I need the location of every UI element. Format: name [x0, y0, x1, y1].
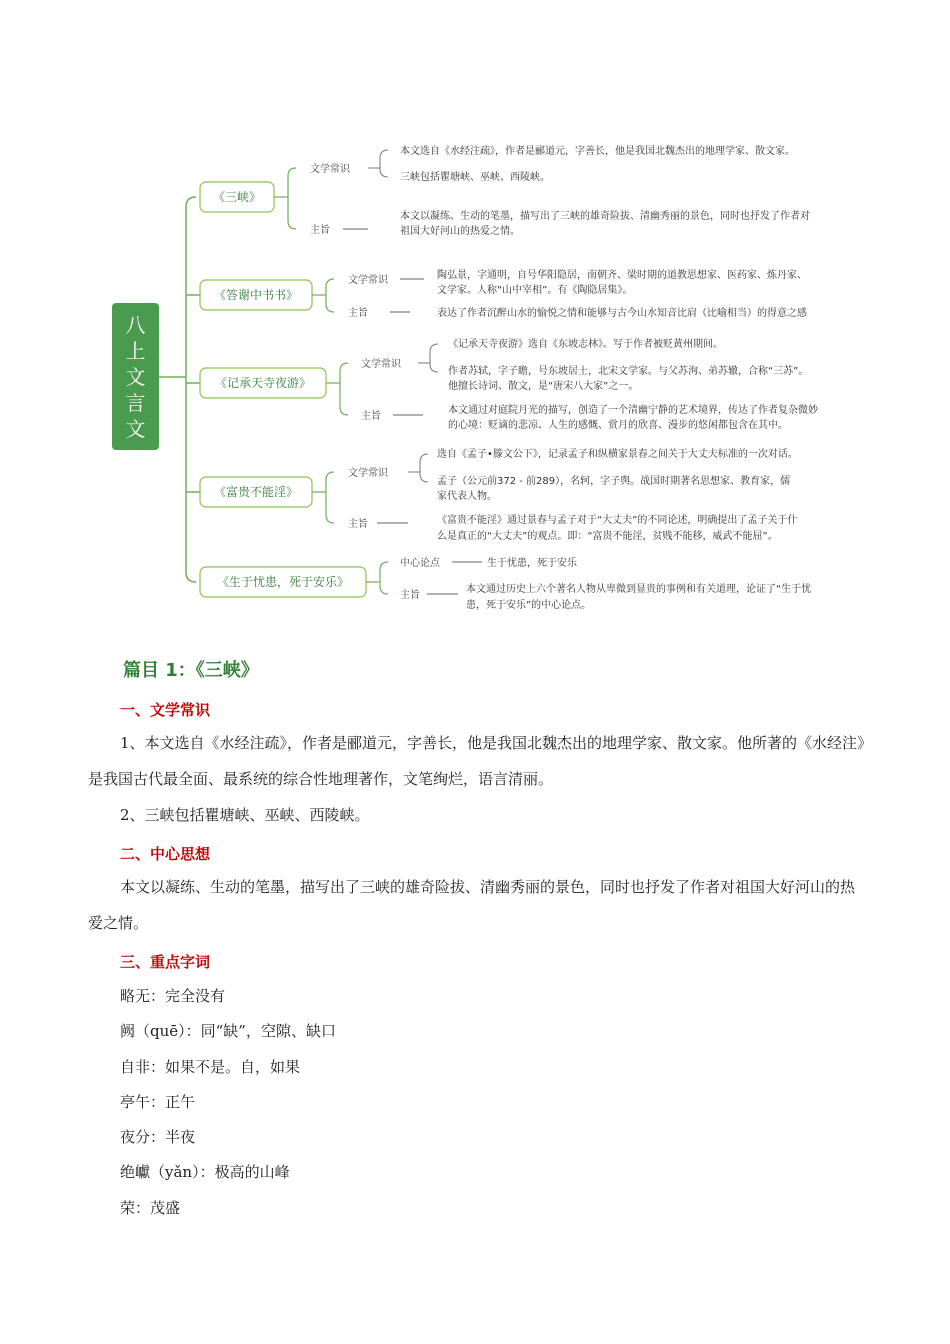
root-char: 文 [125, 417, 146, 441]
branch-title: 《富贵不能淫》 [213, 485, 299, 499]
branch-title: 《生于忧患，死于安乐》 [216, 575, 350, 589]
sub-label: 文学常识 [310, 164, 350, 175]
word-item: 荣：茂盛 [120, 1199, 181, 1217]
detail-text: 作者苏轼，字子瞻，号东坡居士，北宋文学家。与父苏洵、弟苏辙，合称“三苏”。 [448, 366, 809, 377]
word-item: 亭午：正午 [120, 1093, 196, 1111]
detail-text: 么是真正的“大丈夫”的观点。即：“富贵不能淫，贫贱不能移，威武不能屈”。 [437, 531, 778, 542]
detail-text: 他擅长诗词、散文，是“唐宋八大家”之一。 [448, 381, 639, 392]
mind-map [0, 0, 950, 620]
word-item: 夜分：半夜 [120, 1128, 196, 1146]
detail-text: 本文通过历史上六个著名人物从卑微到显贵的事例和有关道理，论证了“生于忧 [466, 584, 812, 595]
detail-text: 《富贵不能淫》通过景春与孟子对于“大丈夫”的不同论述，明确提出了孟子关于什 [437, 515, 798, 526]
detail-text: 家代表人物。 [437, 491, 497, 502]
detail-text: 本文选自《水经注疏》，作者是郦道元，字善长，他是我国北魏杰出的地理学家、散文家。 [400, 146, 795, 157]
connector [420, 454, 428, 482]
detail-text: 孟子（公元前372 - 前289），名轲，字子舆。战国时期著名思想家、教育家，儒 [437, 476, 791, 487]
heading-words: 三、重点字词 [120, 953, 211, 971]
sub-label: 主旨 [361, 411, 381, 422]
connector [380, 562, 388, 594]
connector [288, 168, 296, 229]
connector [186, 197, 196, 207]
sub-label: 主旨 [310, 225, 330, 236]
detail-text: 的心境：贬谪的悲凉、人生的感慨、赏月的欣喜、漫步的悠闲都包含在其中。 [448, 420, 788, 431]
paragraph-2: 2、三峡包括瞿塘峡、巫峡、西陵峡。 [120, 806, 370, 824]
section-title: 篇目 1：《三峡》 [123, 660, 259, 681]
sub-label: 中心论点 [400, 558, 440, 569]
root-char: 上 [125, 339, 146, 363]
branch-title: 《三峡》 [212, 190, 262, 204]
detail-text: 文学家。人称“山中宰相”。有《陶隐居集》。 [437, 285, 633, 296]
sub-label: 文学常识 [348, 275, 388, 286]
sub-label: 主旨 [400, 590, 420, 601]
branch-title: 《记承天寺夜游》 [214, 376, 312, 390]
connector [340, 363, 348, 415]
detail-text: 三峡包括瞿塘峡、巫峡、西陵峡。 [400, 172, 550, 183]
sub-label: 文学常识 [361, 359, 401, 370]
root-char: 八 [125, 313, 146, 337]
connector [186, 572, 196, 582]
word-item: 略无：完全没有 [120, 987, 226, 1005]
word-item: 绝巘（yǎn）：极高的山峰 [120, 1163, 290, 1181]
sub-label: 主旨 [348, 308, 368, 319]
detail-text: 患，死于安乐”的中心论点。 [466, 600, 592, 611]
paragraph-1: 1、本文选自《水经注疏》，作者是郦道元，字善长，他是我国北魏杰出的地理学家、散文家。他所著的《水经注》是我国古代最全面、最系统的综合性地理著作，文笔绚烂，语言清丽。 [88, 734, 865, 788]
detail-text: 选自《孟子•滕文公下》，记录孟子和纵横家景春之间关于大丈夫标准的一次对话。 [437, 449, 798, 460]
heading-theme: 二、中心思想 [120, 845, 211, 863]
word-item: 自非：如果不是。自，如果 [120, 1058, 301, 1076]
sub-label: 文学常识 [348, 468, 388, 479]
detail-text: 《记承天寺夜游》选自《东坡志林》。写于作者被贬黄州期间。 [448, 339, 723, 350]
paragraph-3: 本文以凝练、生动的笔墨，描写出了三峡的雄奇险拔、清幽秀丽的景色，同时也抒发了作者对祖国大好河山的热爱之情。 [88, 878, 856, 932]
word-item: 阙（quē）：同“缺”，空隙、缺口 [120, 1022, 336, 1040]
detail-text: 本文通过对庭院月光的描写，创造了一个清幽宁静的艺术境界，传达了作者复杂微妙 [448, 405, 818, 416]
heading-literature: 一、文学常识 [120, 701, 211, 719]
detail-text: 本文以凝练、生动的笔墨，描写出了三峡的雄奇险拔、清幽秀丽的景色，同时也抒发了作者对 [400, 211, 810, 222]
detail-text: 表达了作者沉醉山水的愉悦之情和能够与古今山水知音比肩（比喻相当）的得意之感 [437, 308, 807, 319]
sub-label: 主旨 [348, 519, 368, 530]
detail-text: 祖国大好河山的热爱之情。 [400, 226, 520, 237]
connector [326, 472, 334, 523]
root-char: 言 [125, 391, 146, 415]
detail-text: 陶弘景，字通明，自号华阳隐居，南朝齐、梁时期的道教思想家、医药家、炼丹家、 [437, 270, 807, 281]
connector [430, 344, 438, 372]
root-char: 文 [125, 365, 146, 389]
connector [380, 150, 388, 177]
branch-title: 《答谢中书书》 [213, 288, 299, 302]
connector [326, 279, 334, 312]
detail-text: 生于忧患，死于安乐 [487, 558, 577, 569]
